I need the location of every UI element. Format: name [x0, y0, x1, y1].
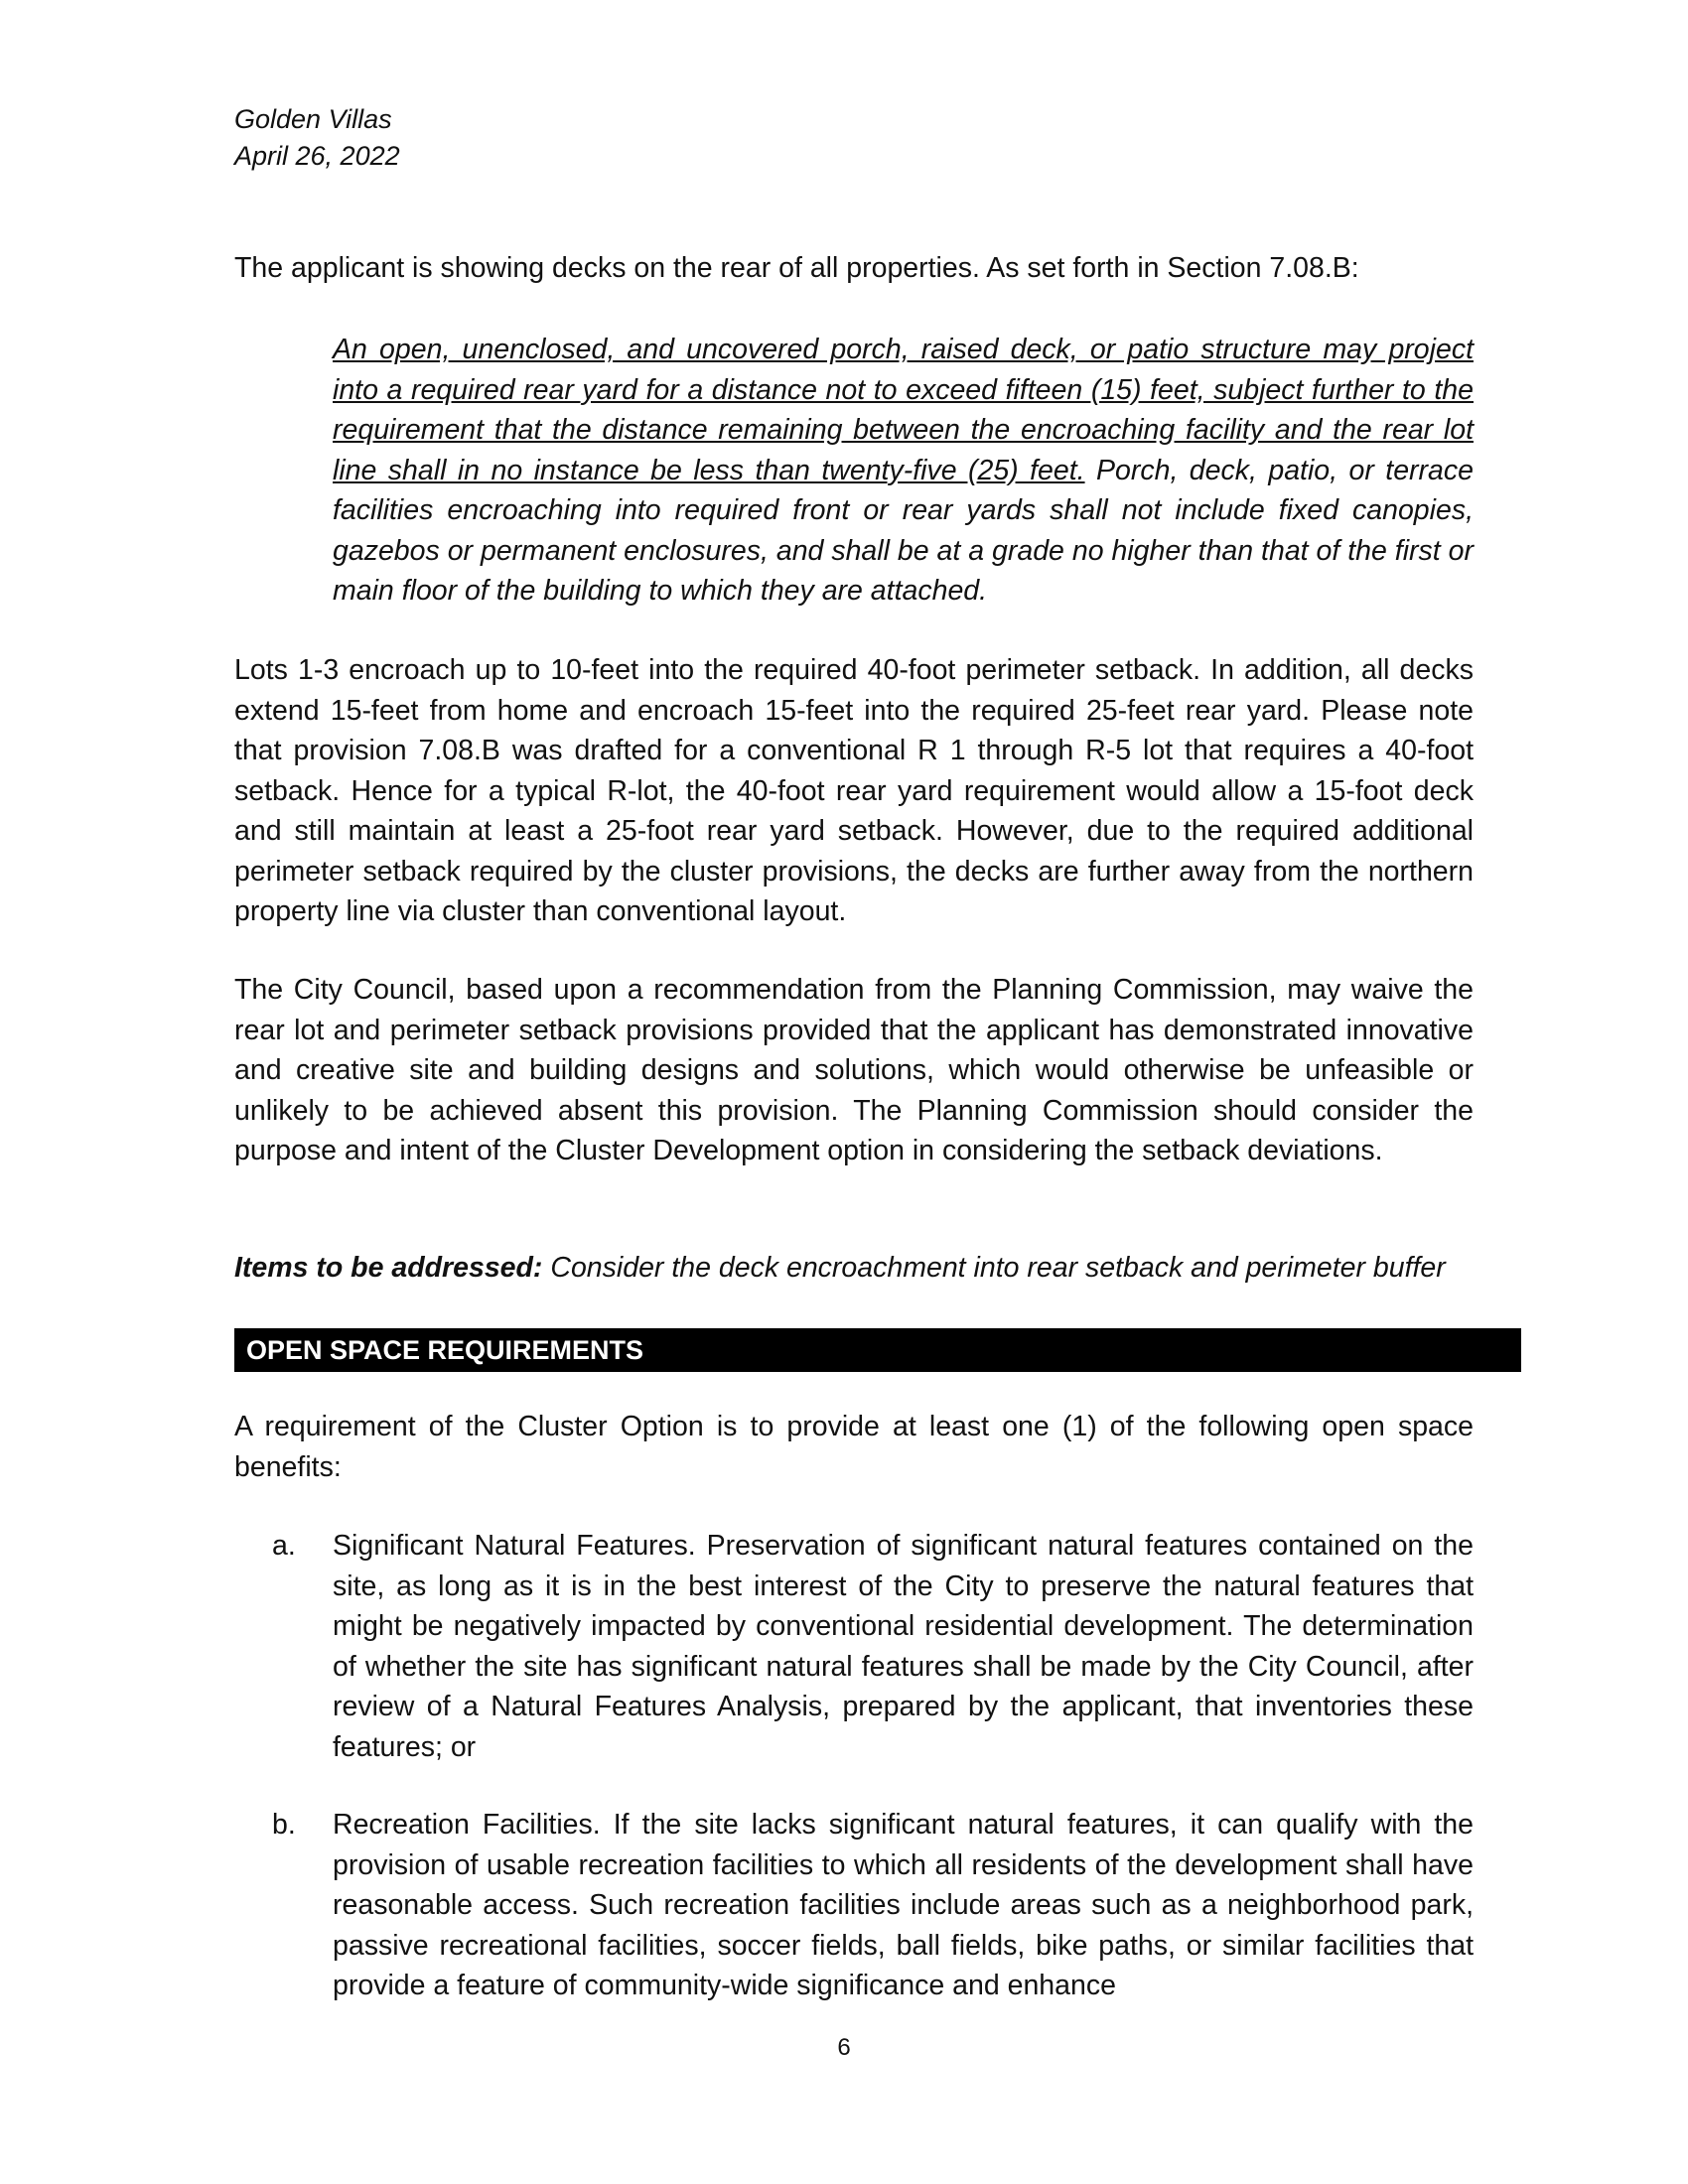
- items-to-address: [234, 1248, 1474, 1289]
- list-item-text: Recreation Facilities. If the site lacks significant natural features, it can qualify with the provision of usable recreation facilities to which all residents of the development shall have reasonable access. Such recreation facilities include areas such as a neighborhood park, passive recreational facilities, soccer fields, ball fields, bike paths, or similar facilities that provide a feature of community-wide significance and enhance: [333, 1809, 1474, 2001]
- document-header: [234, 101, 400, 175]
- council-text: The City Council, based upon a recommendation from the Planning Commission, may waive the rear lot and perimeter setback provisions provided that the applicant has demonstrated innovative and creative site and building designs and solutions, which would otherwise be unfeasible or unlikely to be achieved absent this provision. The Planning Commission should consider the purpose and intent of the Cluster Development option in considering the setback deviations.: [234, 974, 1474, 1166]
- lots-paragraph: [234, 650, 1474, 932]
- ordinance-quote: [333, 330, 1474, 612]
- quote-underlined-text: An open, unenclosed, and uncovered porch, raised deck, or patio structure may project into a required rear yard for a distance not to exceed fifteen (15) feet, subject further to the requirement that the distance remaining between the encroaching facility and the rear lot line shall in no instance be less than twenty-five (25) feet.: [333, 334, 1474, 486]
- list-item-text: Significant Natural Features. Preservation of significant natural features contained on the site, as long as it is in the best interest of the City to preserve the natural features that might be negatively impacted by conventional residential development. The determination of whether the site has significant natural features shall be made by the City Council, after review of a Natural Features Analysis, prepared by the applicant, that inventories these features; or: [333, 1530, 1474, 1763]
- section-heading: OPEN SPACE REQUIREMENTS: [246, 1335, 644, 1365]
- intro-text: The applicant is showing decks on the rear of all properties. As set forth in Section 7.08.B:: [234, 252, 1359, 284]
- list-marker: b.: [272, 1809, 296, 1841]
- items-label: Items to be addressed:: [234, 1252, 543, 1284]
- council-paragraph: [234, 970, 1474, 1171]
- header-project-name: Golden Villas: [234, 104, 392, 134]
- header-date: April 26, 2022: [234, 141, 400, 171]
- section-heading-bar: [234, 1328, 1521, 1372]
- items-text: Consider the deck encroachment into rear setback and perimeter buffer: [542, 1252, 1446, 1284]
- open-space-intro: [234, 1407, 1474, 1487]
- quote-remaining-text: Porch, deck, patio, or terrace facilities encroaching into required front or rear yards shall not include fixed canopies, gazebos or permanent enclosures, and shall be at a grade no higher than that of the first or main floor of the building to which they are attached.: [333, 454, 1474, 607]
- open-space-intro-text: A requirement of the Cluster Option is to provide at least one (1) of the following open space benefits:: [234, 1411, 1474, 1483]
- intro-paragraph: [234, 248, 1474, 289]
- lots-text: Lots 1-3 encroach up to 10-feet into the required 40-foot perimeter setback. In addition, all decks extend 15-feet from home and encroach 15-feet into the required 25-feet rear yard. Please note that provision 7.08.B was drafted for a conventional R 1 through R-5 lot that requires a 40-foot setback. Hence for a typical R-lot, the 40-foot rear yard requirement would allow a 15-foot deck and still maintain at least a 25-foot rear yard setback. However, due to the required additional perimeter setback required by the cluster provisions, the decks are further away from the northern property line via cluster than conventional layout.: [234, 654, 1474, 927]
- page-number: 6: [837, 2034, 851, 2061]
- list-marker: a.: [272, 1530, 296, 1562]
